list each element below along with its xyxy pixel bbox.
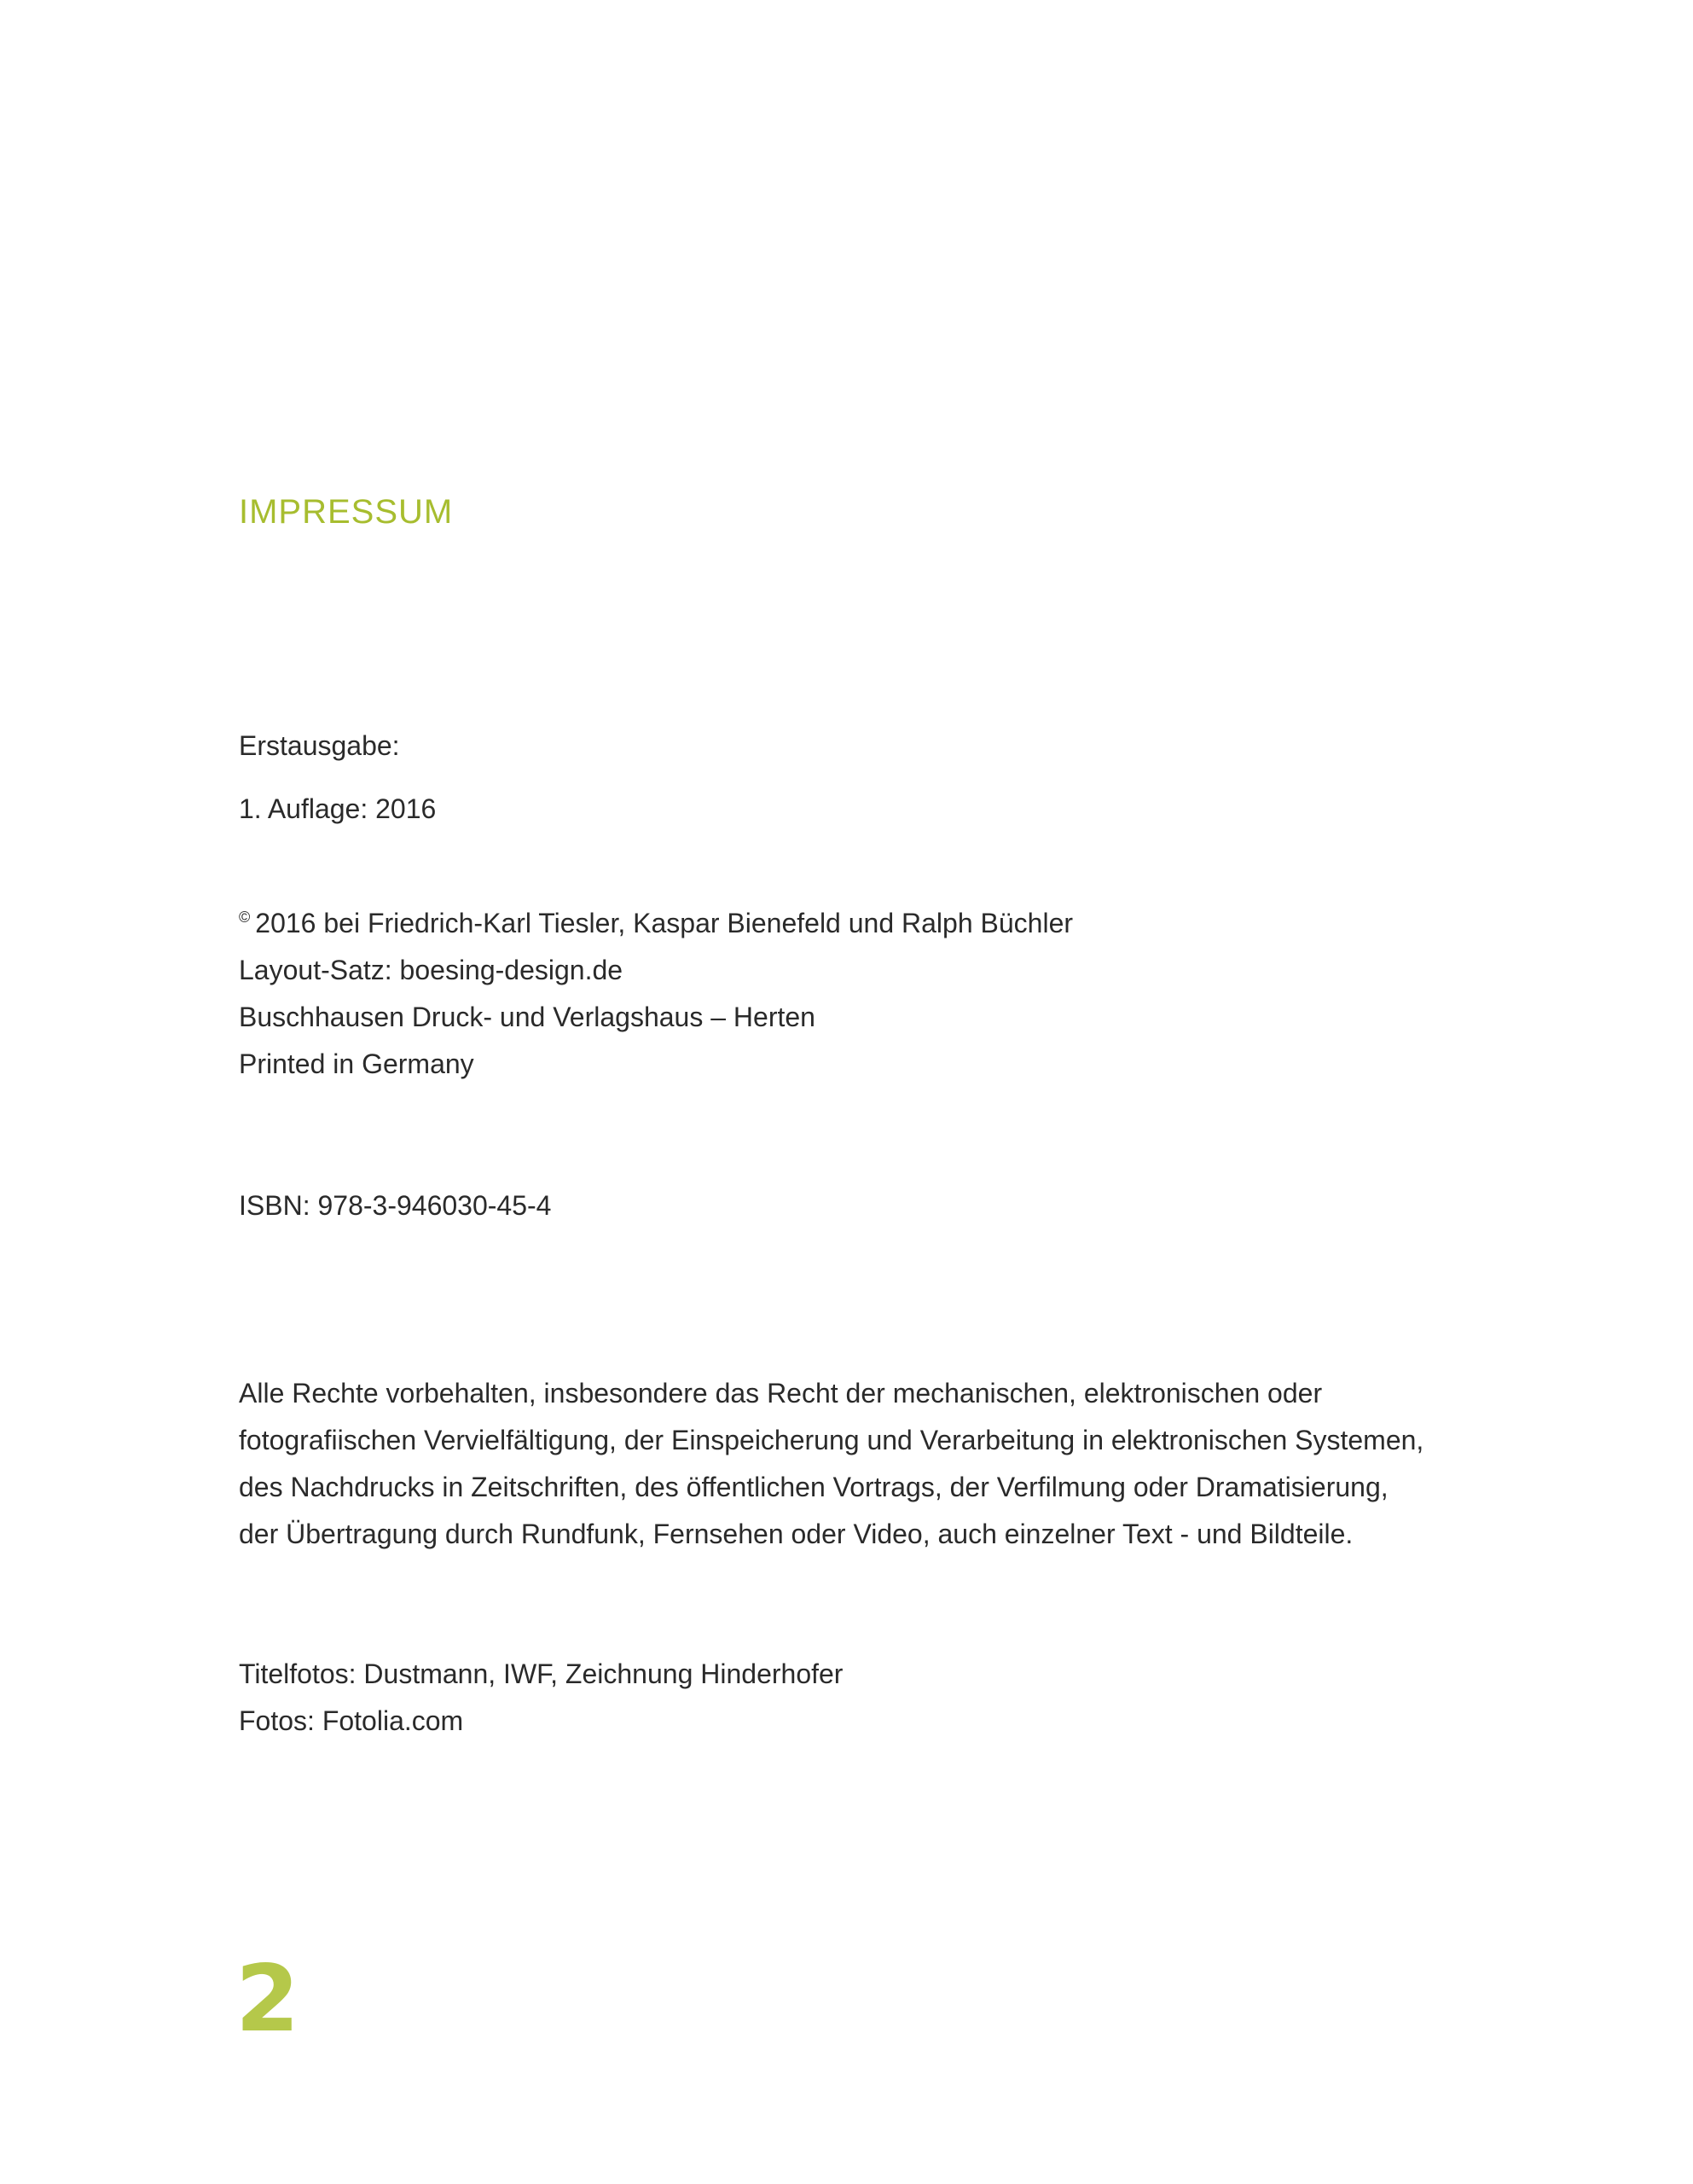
rights-line-3: des Nachdrucks in Zeitschriften, des öffentlichen Vortrags, der Verfilmung oder Dramatisierung, xyxy=(239,1472,1389,1502)
edition-label: Erstausgabe: xyxy=(239,730,400,761)
copyright-text: 2016 bei Friedrich-Karl Tiesler, Kaspar Bienefeld und Ralph Büchler xyxy=(255,908,1074,938)
isbn: ISBN: 978-3-946030-45-4 xyxy=(239,1190,552,1221)
layout-credit: Layout-Satz: boesing-design.de xyxy=(239,955,623,985)
rights-line-4: der Übertragung durch Rundfunk, Fernsehen oder Video, auch einzelner Text - und Bildteile. xyxy=(239,1519,1354,1549)
rights-line-2: fotografiischen Vervielfältigung, der Einspeicherung und Verarbeitung in elektronischen Systemen, xyxy=(239,1425,1424,1455)
title-photos-credit: Titelfotos: Dustmann, IWF, Zeichnung Hinderhofer xyxy=(239,1658,844,1689)
copyright-symbol: © xyxy=(239,909,251,926)
printed-in: Printed in Germany xyxy=(239,1048,474,1079)
page-title: IMPRESSUM xyxy=(239,493,454,531)
copyright-line xyxy=(239,909,1073,937)
printer-credit: Buschhausen Druck- und Verlagshaus – Herten xyxy=(239,1002,815,1032)
page-number: 2 xyxy=(235,1946,300,2053)
edition-printing: 1. Auflage: 2016 xyxy=(239,793,437,824)
photos-credit: Fotos: Fotolia.com xyxy=(239,1705,464,1736)
rights-line-1: Alle Rechte vorbehalten, insbesondere das Recht der mechanischen, elektronischen oder xyxy=(239,1378,1323,1409)
